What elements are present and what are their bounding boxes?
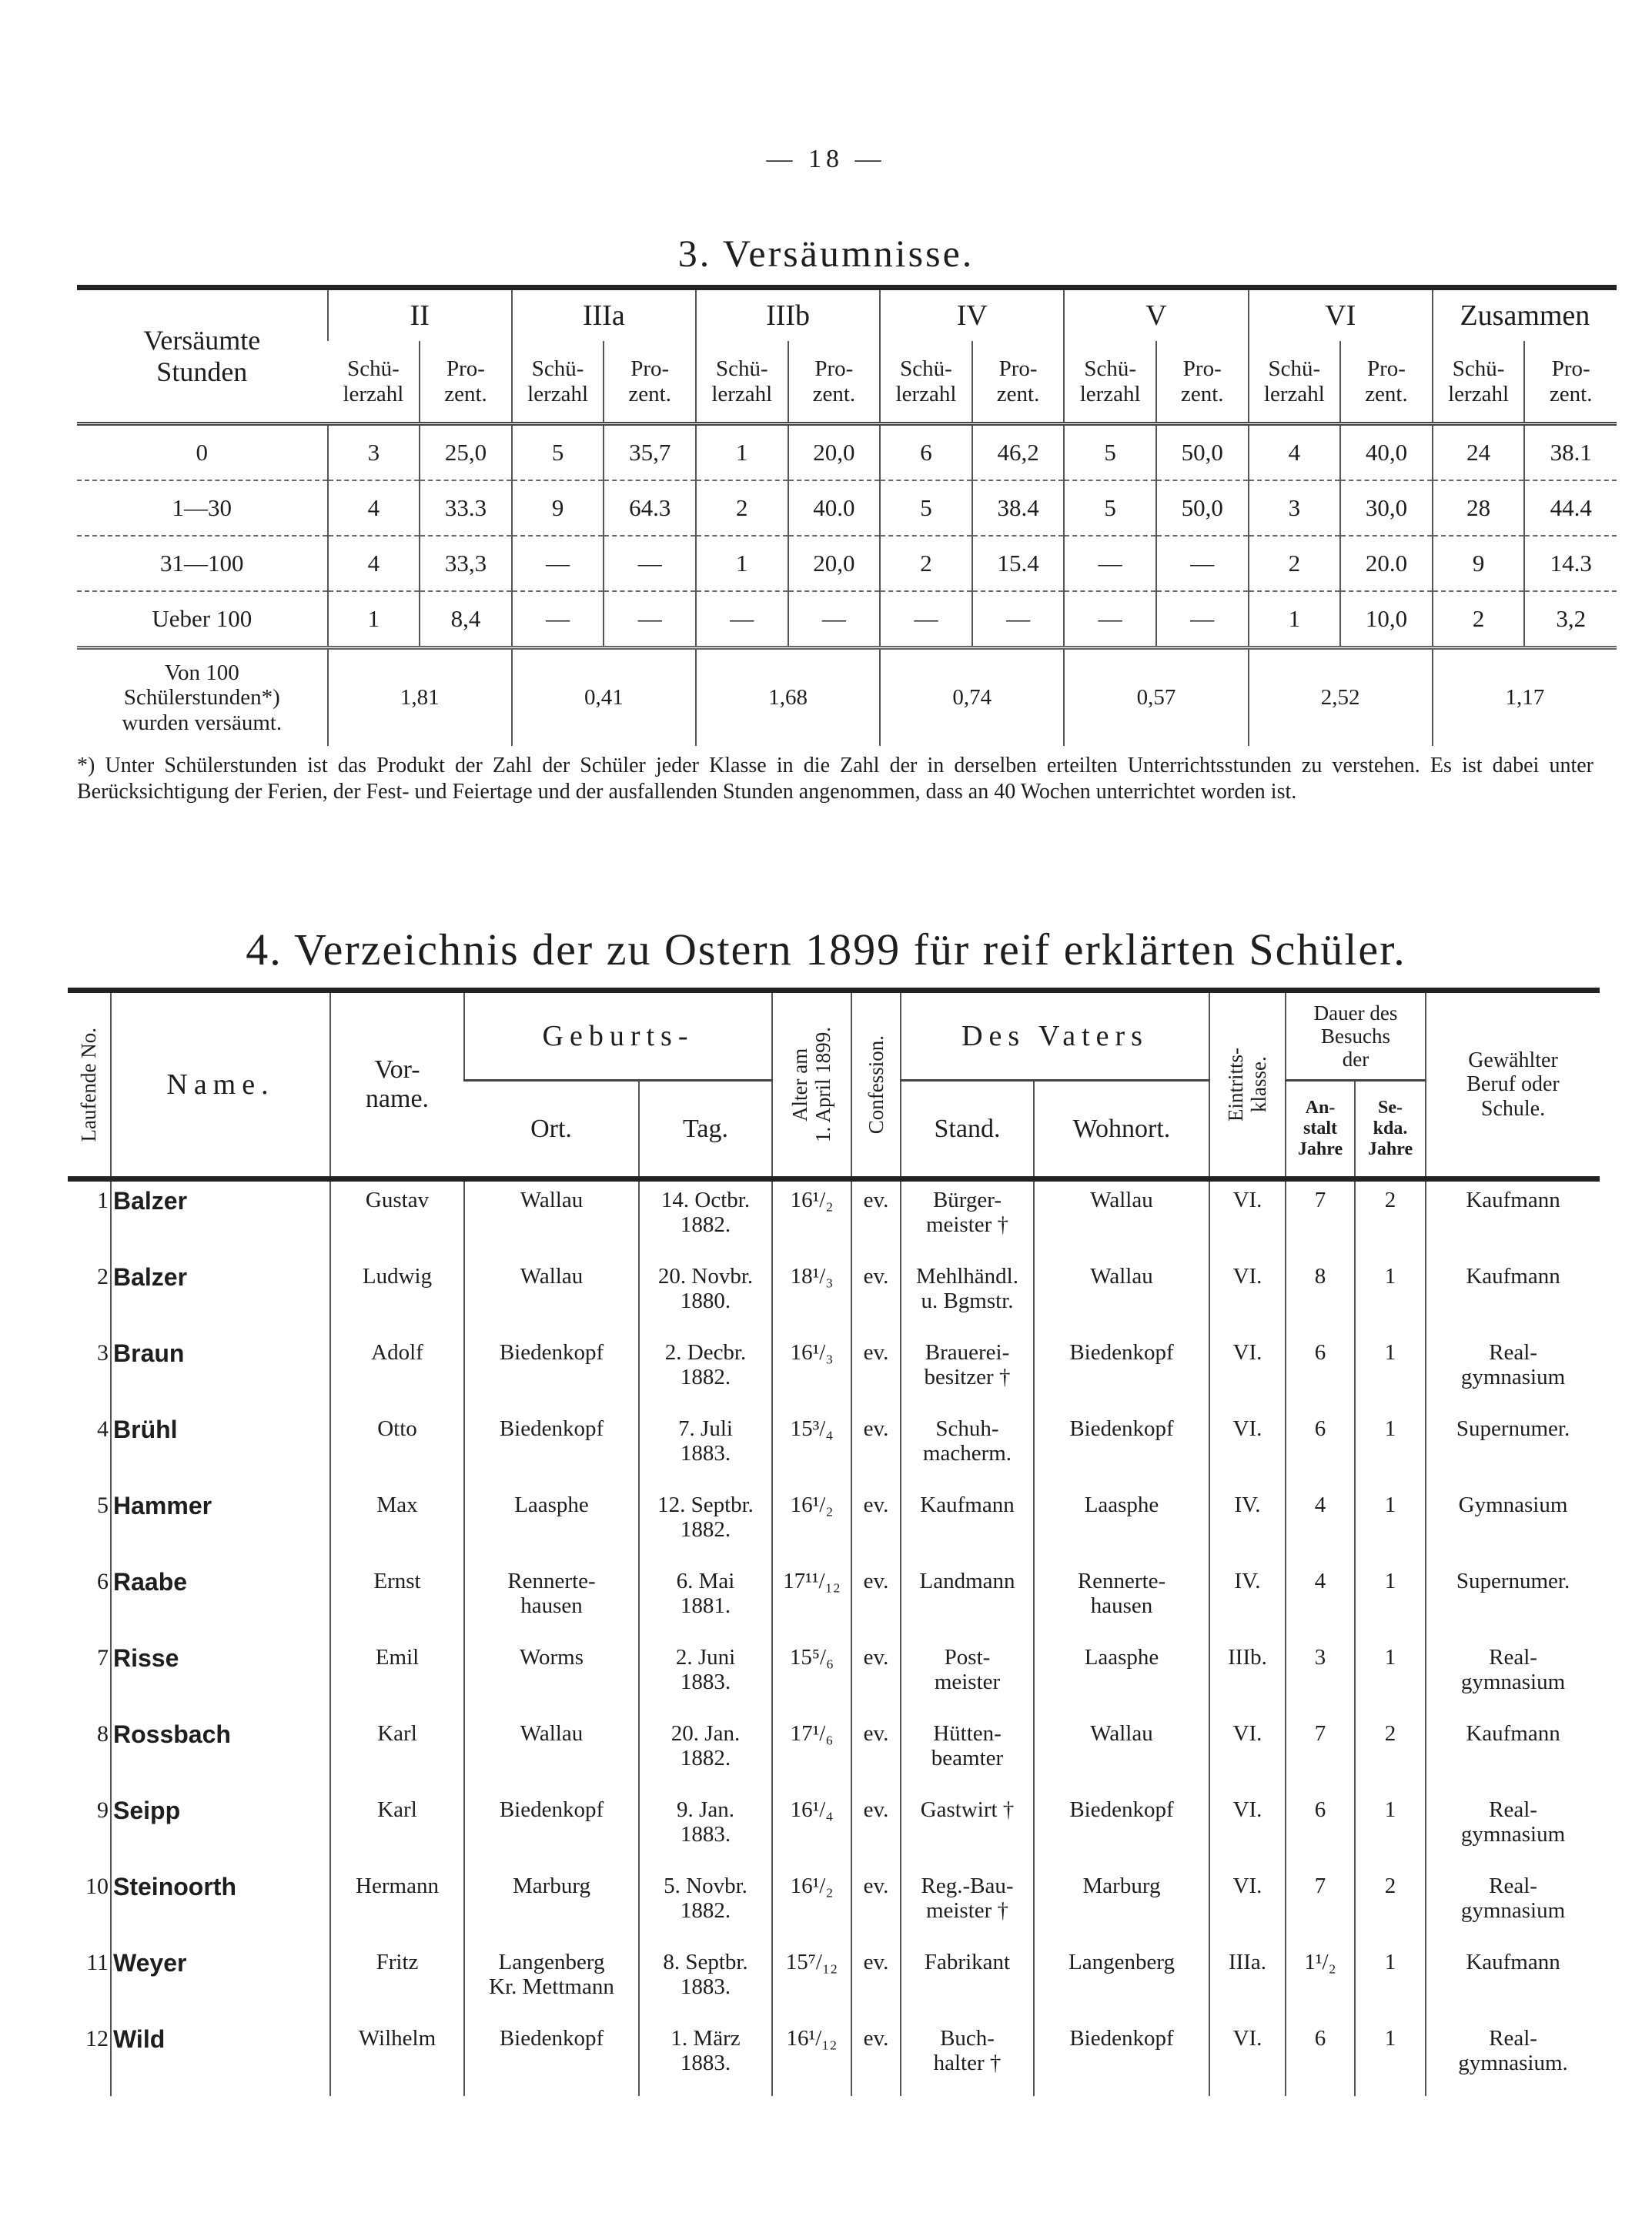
cell-name: Steinoorth (111, 1867, 330, 1944)
table-cell: 8,4 (420, 591, 512, 648)
cell-stand: Hütten- beamter (901, 1715, 1034, 1791)
cell-vorname: Otto (330, 1410, 464, 1486)
cell-beruf: Real- gymnasium (1426, 1334, 1600, 1410)
summary-value: 0,74 (880, 648, 1064, 747)
cell-stand: Post- meister (901, 1639, 1034, 1715)
cell-sekunda: 1 (1355, 1258, 1426, 1334)
summary-label: Von 100 Schülerstunden*) wurden versäumt. (77, 648, 328, 747)
table-cell: 20,0 (788, 424, 881, 481)
table-cell: 20.0 (1340, 536, 1433, 591)
cell-alter: 18¹/₃ (772, 1258, 851, 1334)
cell-anstalt: 1¹/₂ (1286, 1944, 1355, 2020)
cell-sekunda: 1 (1355, 1410, 1426, 1486)
cell-stand: Kaufmann (901, 1486, 1034, 1563)
cell-sekunda: 1 (1355, 1639, 1426, 1715)
cell-ort: Biedenkopf (464, 1791, 639, 1867)
cell-eintritt: VI. (1209, 2020, 1286, 2096)
table-cell: — (604, 591, 696, 648)
header-class: IV (880, 288, 1064, 342)
header-percent: Pro- zent. (420, 341, 512, 424)
table-cell: — (880, 591, 972, 648)
summary-value: 0,57 (1064, 648, 1248, 747)
table-row (68, 1334, 1600, 1410)
table-cell: 2 (1249, 536, 1341, 591)
summary-value: 2,52 (1249, 648, 1433, 747)
cell-no: 12 (85, 2026, 109, 2051)
header-age (772, 991, 851, 1179)
cell-anstalt: 8 (1286, 1258, 1355, 1334)
cell-vorname: Karl (330, 1715, 464, 1791)
cell-vorname: Gustav (330, 1179, 464, 1259)
cell-anstalt: 6 (1286, 2020, 1355, 2096)
table-row (68, 1791, 1600, 1867)
cell-ort: Biedenkopf (464, 2020, 639, 2096)
cell-vorname: Emil (330, 1639, 464, 1715)
cell-sekunda: 2 (1355, 1179, 1426, 1259)
cell-confession: ev. (851, 1334, 901, 1410)
table-cell: 10,0 (1340, 591, 1433, 648)
cell-vorname: Hermann (330, 1867, 464, 1944)
cell-tag: 12. Septbr. 1882. (639, 1486, 772, 1563)
header-pupil-count: Schü- lerzahl (343, 356, 404, 406)
cell-eintritt: IIIb. (1209, 1639, 1286, 1715)
table-row (77, 480, 1617, 536)
table-cell: — (1064, 591, 1156, 648)
header-father: Des Vaters (901, 991, 1209, 1081)
table-cell: 38.4 (972, 480, 1065, 536)
header-years-school: An- stalt Jahre (1286, 1081, 1355, 1179)
cell-alter: 16¹/₂ (772, 1867, 851, 1944)
summary-row (77, 648, 1617, 747)
cell-sekunda: 2 (1355, 1715, 1426, 1791)
cell-tag: 14. Octbr. 1882. (639, 1179, 772, 1259)
cell-anstalt: 6 (1286, 1410, 1355, 1486)
cell-no: 4 (97, 1416, 109, 1442)
table-cell: 6 (880, 424, 972, 481)
cell-no: 10 (85, 1874, 109, 1899)
table-cell: — (696, 591, 788, 648)
table-row (68, 1179, 1600, 1259)
table-row (68, 1563, 1600, 1639)
table-row (68, 1486, 1600, 1563)
cell-anstalt: 7 (1286, 1867, 1355, 1944)
table-cell: 25,0 (420, 424, 512, 481)
cell-sekunda: 1 (1355, 1486, 1426, 1563)
section-title-absences: 3. Versäumnisse. (677, 232, 975, 275)
cell-ort: Laasphe (464, 1486, 639, 1563)
table-cell: 40.0 (788, 480, 881, 536)
cell-beruf: Kaufmann (1426, 1179, 1600, 1259)
header-pupil-count: Schü- lerzahl (696, 341, 788, 424)
table-cell: 15.4 (972, 536, 1065, 591)
cell-eintritt: VI. (1209, 1258, 1286, 1334)
header-pupil-count: Schü- lerzahl (512, 341, 604, 424)
header-pupil-count: Schü- lerzahl (880, 341, 972, 424)
cell-vorname: Ludwig (330, 1258, 464, 1334)
table-cell: 1 (696, 536, 788, 591)
table-cell: 46,2 (972, 424, 1065, 481)
table-row (68, 2020, 1600, 2096)
cell-sekunda: 1 (1355, 2020, 1426, 2096)
header-pupil-count: Schü- lerzahl (1433, 341, 1525, 424)
cell-ort: Wallau (464, 1179, 639, 1259)
header-years-sekunda: Se- kda. Jahre (1355, 1081, 1426, 1179)
header-class: V (1064, 288, 1248, 342)
cell-ort: Wallau (464, 1715, 639, 1791)
cell-eintritt: IIIa. (1209, 1944, 1286, 2020)
table-cell: — (1156, 591, 1249, 648)
cell-alter: 16¹/₁₂ (772, 2020, 851, 2096)
table-cell: 3,2 (1524, 591, 1617, 648)
header-birth-place: Ort. (464, 1081, 639, 1179)
cell-wohnort: Marburg (1034, 1867, 1209, 1944)
cell-anstalt: 6 (1286, 1791, 1355, 1867)
table-cell: 5 (512, 424, 604, 481)
cell-name: Seipp (111, 1791, 330, 1867)
cell-confession: ev. (851, 1258, 901, 1334)
cell-anstalt: 7 (1286, 1179, 1355, 1259)
cell-alter: 17¹/₆ (772, 1715, 851, 1791)
cell-ort: Worms (464, 1639, 639, 1715)
table-cell: — (788, 591, 881, 648)
table-cell: 1 (328, 591, 420, 648)
table-cell: 4 (328, 480, 420, 536)
cell-tag: 5. Novbr. 1882. (639, 1867, 772, 1944)
cell-eintritt: VI. (1209, 1410, 1286, 1486)
row-label: 1—30 (77, 480, 328, 536)
table-cell: 1 (696, 424, 788, 481)
header-age-label: Alter am 1. April 1899. (788, 1026, 835, 1142)
cell-beruf: Supernumer. (1426, 1563, 1600, 1639)
cell-stand: Landmann (901, 1563, 1034, 1639)
cell-sekunda: 2 (1355, 1867, 1426, 1944)
cell-wohnort: Rennerte- hausen (1034, 1563, 1209, 1639)
header-percent: Pro- zent. (1156, 341, 1249, 424)
cell-sekunda: 1 (1355, 1944, 1426, 2020)
cell-vorname: Ernst (330, 1563, 464, 1639)
header-class: II (328, 288, 512, 342)
page-number: — 18 — (766, 145, 886, 173)
graduates-table (68, 988, 1600, 2096)
header-percent: Pro- zent. (1524, 341, 1617, 424)
header-birth: Geburts- (464, 991, 772, 1081)
cell-wohnort: Wallau (1034, 1179, 1209, 1259)
table-cell: 4 (1249, 424, 1341, 481)
cell-alter: 15⁷/₁₂ (772, 1944, 851, 2020)
summary-value: 1,81 (328, 648, 512, 747)
header-birth-date: Tag. (639, 1081, 772, 1179)
table-cell: — (972, 591, 1065, 648)
cell-name: Braun (111, 1334, 330, 1410)
cell-no: 6 (97, 1569, 109, 1594)
cell-vorname: Karl (330, 1791, 464, 1867)
cell-wohnort: Biedenkopf (1034, 1334, 1209, 1410)
cell-stand: Brauerei- besitzer † (901, 1334, 1034, 1410)
cell-tag: 2. Juni 1883. (639, 1639, 772, 1715)
cell-confession: ev. (851, 1563, 901, 1639)
cell-anstalt: 4 (1286, 1486, 1355, 1563)
cell-ort: Wallau (464, 1258, 639, 1334)
section-title-graduates: 4. Verzeichnis der zu Ostern 1899 für reif erklärten Schüler. (246, 924, 1406, 975)
header-class: Zusammen (1433, 288, 1617, 342)
table-cell: 5 (1064, 424, 1156, 481)
cell-wohnort: Wallau (1034, 1258, 1209, 1334)
summary-value: 0,41 (512, 648, 696, 747)
cell-alter: 16¹/₂ (772, 1486, 851, 1563)
cell-eintritt: VI. (1209, 1179, 1286, 1259)
cell-tag: 6. Mai 1881. (639, 1563, 772, 1639)
cell-tag: 7. Juli 1883. (639, 1410, 772, 1486)
cell-confession: ev. (851, 1639, 901, 1715)
cell-stand: Reg.-Bau- meister † (901, 1867, 1034, 1944)
cell-stand: Fabrikant (901, 1944, 1034, 2020)
cell-eintritt: IV. (1209, 1486, 1286, 1563)
cell-wohnort: Laasphe (1034, 1639, 1209, 1715)
cell-vorname: Fritz (330, 1944, 464, 2020)
cell-beruf: Kaufmann (1426, 1715, 1600, 1791)
cell-confession: ev. (851, 1944, 901, 2020)
cell-sekunda: 1 (1355, 1334, 1426, 1410)
table-cell: 2 (880, 536, 972, 591)
header-pupil-count: Schü- lerzahl (1249, 341, 1341, 424)
cell-eintritt: VI. (1209, 1334, 1286, 1410)
cell-no: 1 (68, 1179, 111, 1259)
cell-beruf: Real- gymnasium. (1426, 2020, 1600, 2096)
cell-eintritt: VI. (1209, 1867, 1286, 1944)
table-cell: — (512, 536, 604, 591)
cell-vorname: Adolf (330, 1334, 464, 1410)
cell-vorname: Max (330, 1486, 464, 1563)
table-row (68, 1639, 1600, 1715)
cell-wohnort: Biedenkopf (1034, 1410, 1209, 1486)
cell-wohnort: Biedenkopf (1034, 1791, 1209, 1867)
header-percent: Pro- zent. (972, 341, 1065, 424)
cell-tag: 9. Jan. 1883. (639, 1791, 772, 1867)
header-father-occupation: Stand. (901, 1081, 1034, 1179)
table-cell: 50,0 (1156, 480, 1249, 536)
table-row (77, 536, 1617, 591)
summary-value: 1,68 (696, 648, 880, 747)
cell-confession: ev. (851, 2020, 901, 2096)
cell-ort: Biedenkopf (464, 1334, 639, 1410)
header-number (68, 991, 111, 1179)
cell-wohnort: Wallau (1034, 1715, 1209, 1791)
table-cell: — (1064, 536, 1156, 591)
header-percent: Pro- zent. (788, 341, 881, 424)
header-class: VI (1249, 288, 1433, 342)
header-row-classes (77, 288, 1617, 342)
cell-name: Hammer (111, 1486, 330, 1563)
cell-confession: ev. (851, 1791, 901, 1867)
header-pupil-count: Schü- lerzahl (1064, 341, 1156, 424)
cell-name: Weyer (111, 1944, 330, 2020)
header-entry-class (1209, 991, 1286, 1179)
table-row (68, 1258, 1600, 1334)
header-percent: Pro- zent. (604, 341, 696, 424)
row-label: 31—100 (77, 536, 328, 591)
cell-name: Balzer (111, 1179, 330, 1259)
cell-tag: 1. März 1883. (639, 2020, 772, 2096)
cell-beruf: Supernumer. (1426, 1410, 1600, 1486)
table-row (68, 1867, 1600, 1944)
cell-beruf: Real- gymnasium (1426, 1791, 1600, 1867)
cell-alter: 16¹/₄ (772, 1791, 851, 1867)
table-cell: 33.3 (420, 480, 512, 536)
table-cell: 3 (1249, 480, 1341, 536)
table-cell: 20,0 (788, 536, 881, 591)
cell-anstalt: 6 (1286, 1334, 1355, 1410)
table-row (68, 1944, 1600, 2020)
cell-name: Brühl (111, 1410, 330, 1486)
row-label: 0 (77, 424, 328, 481)
cell-confession: ev. (851, 1410, 901, 1486)
cell-tag: 8. Septbr. 1883. (639, 1944, 772, 2020)
table-cell: 9 (512, 480, 604, 536)
cell-ort: Langenberg Kr. Mettmann (464, 1944, 639, 2020)
header-class: IIIa (512, 288, 696, 342)
cell-name: Wild (111, 2020, 330, 2096)
cell-beruf: Kaufmann (1426, 1258, 1600, 1334)
cell-no: 2 (97, 1264, 109, 1289)
absences-table (77, 285, 1617, 746)
cell-name: Rossbach (111, 1715, 330, 1791)
header-confession (851, 991, 901, 1179)
cell-no: 7 (97, 1645, 109, 1670)
header-absent-hours: Versäumte Stunden (143, 325, 261, 387)
table-cell: — (512, 591, 604, 648)
cell-tag: 2. Decbr. 1882. (639, 1334, 772, 1410)
cell-confession: ev. (851, 1867, 901, 1944)
cell-name: Risse (111, 1639, 330, 1715)
table-cell: 4 (328, 536, 420, 591)
table-cell: 5 (880, 480, 972, 536)
cell-beruf: Real- gymnasium (1426, 1639, 1600, 1715)
cell-alter: 16¹/₂ (772, 1179, 851, 1259)
cell-stand: Mehlhändl. u. Bgmstr. (901, 1258, 1034, 1334)
cell-anstalt: 3 (1286, 1639, 1355, 1715)
header-confession-label: Confession. (864, 1035, 888, 1135)
header-career: Gewählter Beruf oder Schule. (1426, 991, 1600, 1179)
table-cell: 38.1 (1524, 424, 1617, 481)
footnote: *) Unter Schülerstunden ist das Produkt der Zahl der Schüler jeder Klasse in die Zahl der in derselben erteilten Unterrichtsstunden zu verstehen. Es ist dabei unter Berücksichtigung der Ferien, der Fest- und Feiertage und der ausfallenden Stunden angenommen, dass an 40 Wochen unterrichtet worden ist. (77, 754, 1593, 804)
cell-alter: 16¹/₃ (772, 1334, 851, 1410)
cell-ort: Rennerte- hausen (464, 1563, 639, 1639)
table-cell: 30,0 (1340, 480, 1433, 536)
cell-wohnort: Laasphe (1034, 1486, 1209, 1563)
table-cell: 28 (1433, 480, 1525, 536)
cell-no: 5 (97, 1493, 109, 1518)
table-cell: — (1156, 536, 1249, 591)
cell-ort: Marburg (464, 1867, 639, 1944)
table-cell: 64.3 (604, 480, 696, 536)
table-cell: 24 (1433, 424, 1525, 481)
cell-no: 3 (97, 1340, 109, 1366)
cell-no: 8 (97, 1721, 109, 1747)
cell-wohnort: Langenberg (1034, 1944, 1209, 2020)
cell-anstalt: 7 (1286, 1715, 1355, 1791)
cell-beruf: Kaufmann (1426, 1944, 1600, 2020)
cell-stand: Buch- halter † (901, 2020, 1034, 2096)
table-cell: 5 (1064, 480, 1156, 536)
cell-confession: ev. (851, 1486, 901, 1563)
table-row (77, 591, 1617, 648)
table-cell: 44.4 (1524, 480, 1617, 536)
cell-beruf: Gymnasium (1426, 1486, 1600, 1563)
cell-name: Raabe (111, 1563, 330, 1639)
cell-vorname: Wilhelm (330, 2020, 464, 2096)
header-number-label: Laufende No. (77, 1027, 101, 1142)
cell-stand: Gastwirt † (901, 1791, 1034, 1867)
table-cell: 2 (696, 480, 788, 536)
header-duration: Dauer des Besuchs der (1286, 991, 1426, 1081)
cell-stand: Bürger- meister † (901, 1179, 1034, 1259)
header-father-residence: Wohnort. (1034, 1081, 1209, 1179)
header-class: IIIb (696, 288, 880, 342)
table-cell: — (604, 536, 696, 591)
cell-confession: ev. (851, 1179, 901, 1259)
header-name: Name. (111, 991, 330, 1179)
cell-tag: 20. Novbr. 1880. (639, 1258, 772, 1334)
table-row (77, 424, 1617, 481)
cell-no: 9 (97, 1797, 109, 1823)
cell-confession: ev. (851, 1715, 901, 1791)
header-entry-class-label: Eintritts- klasse. (1224, 1048, 1271, 1122)
cell-ort: Biedenkopf (464, 1410, 639, 1486)
cell-alter: 15⁵/₆ (772, 1639, 851, 1715)
cell-tag: 20. Jan. 1882. (639, 1715, 772, 1791)
table-cell: 33,3 (420, 536, 512, 591)
cell-anstalt: 4 (1286, 1563, 1355, 1639)
table-cell: 9 (1433, 536, 1525, 591)
table-cell: 3 (328, 424, 420, 481)
table-cell: 40,0 (1340, 424, 1433, 481)
summary-value: 1,17 (1433, 648, 1617, 747)
row-label: Ueber 100 (77, 591, 328, 648)
header-percent: Pro- zent. (1340, 341, 1433, 424)
header-first-name: Vor- name. (330, 991, 464, 1179)
table-cell: 1 (1249, 591, 1341, 648)
table-cell: 50,0 (1156, 424, 1249, 481)
cell-no: 11 (86, 1950, 109, 1975)
cell-name: Balzer (111, 1258, 330, 1334)
cell-stand: Schuh- macherm. (901, 1410, 1034, 1486)
table-cell: 35,7 (604, 424, 696, 481)
cell-sekunda: 1 (1355, 1791, 1426, 1867)
table-row (68, 1715, 1600, 1791)
cell-sekunda: 1 (1355, 1563, 1426, 1639)
cell-eintritt: IV. (1209, 1563, 1286, 1639)
cell-eintritt: VI. (1209, 1715, 1286, 1791)
cell-beruf: Real- gymnasium (1426, 1867, 1600, 1944)
table-row (68, 1410, 1600, 1486)
cell-eintritt: VI. (1209, 1791, 1286, 1867)
cell-wohnort: Biedenkopf (1034, 2020, 1209, 2096)
cell-alter: 15³/₄ (772, 1410, 851, 1486)
table-cell: 14.3 (1524, 536, 1617, 591)
cell-alter: 17¹¹/₁₂ (772, 1563, 851, 1639)
table-cell: 2 (1433, 591, 1525, 648)
